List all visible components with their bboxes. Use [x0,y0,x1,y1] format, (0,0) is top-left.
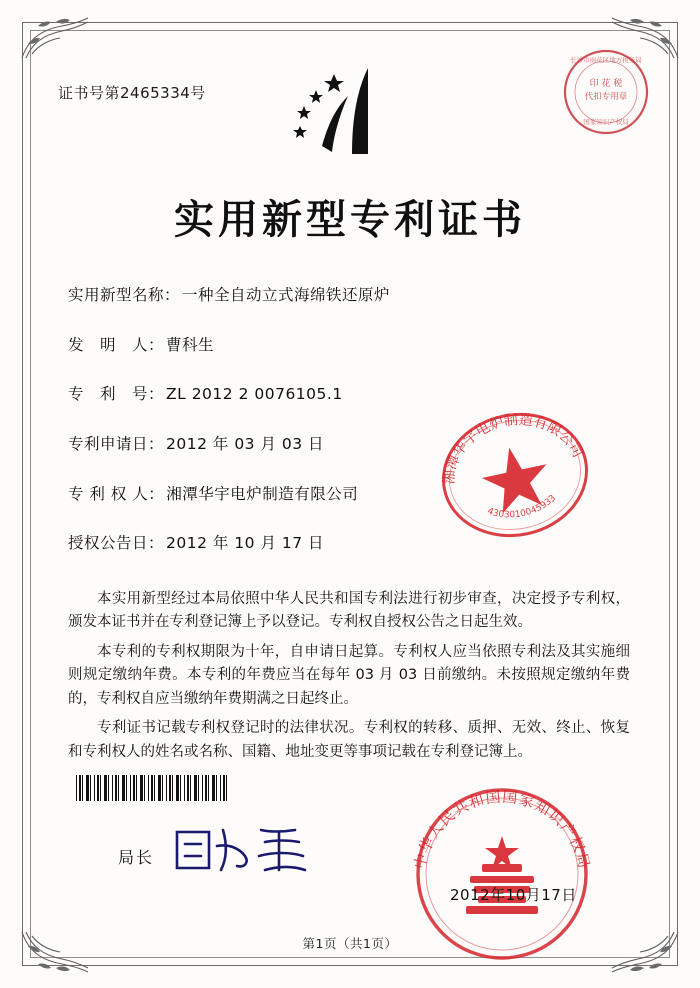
svg-text:长沙市雨花区地方税务局: 长沙市雨花区地方税务局 [570,56,642,64]
director-label: 局长 [118,848,155,867]
barcode [76,775,228,801]
svg-text:代扣专用章: 代扣专用章 [584,92,628,102]
field-label: 专 利 权 人： [68,484,165,503]
director-signature [165,818,315,880]
svg-text:中华人民共和国国家知识产权局: 中华人民共和国国家知识产权局 [410,787,594,871]
field-label: 专利申请日： [68,435,165,454]
certificate-number: 证书号第2465334号 [58,84,206,102]
field-value: 2012 年 03 月 03 日 [166,435,325,454]
sipo-emblem-icon [282,62,402,162]
body-paragraph: 本实用新型经过本局依照中华人民共和国专利法进行初步审查，决定授予专利权，颁发本证书并在专利登记簿上予以登记。专利权自授权公告之日起生效。 [68,591,630,631]
corner-ornament-icon [18,14,92,62]
field-value: 湘潭华宇电炉制造有限公司 [166,484,359,503]
field-label: 授权公告日： [68,534,165,553]
body-paragraph: 本专利的专利权期限为十年，自申请日起算。专利权人应当依照专利法及其实施细则规定缴纳年费。本专利的年费应当在每年 03 月 03 日前缴纳。未按照规定缴纳年费的，专利权自应当缴纳年费期满之日起终止。 [68,643,630,707]
field-row [68,285,628,307]
body-paragraph: 专利证书记载专利权登记时的法律状况。专利权的转移、质押、无效、终止、恢复和专利权人的姓名或名称、国籍、地址变更等事项记载在专利登记簿上。 [68,720,630,760]
svg-text:国家知识产权局: 国家知识产权局 [583,118,629,126]
field-label: 发 明 人： [68,335,165,354]
svg-text:印 花 税: 印 花 税 [589,79,623,89]
field-value: 2012 年 10 月 17 日 [166,534,325,553]
field-row [68,335,628,357]
field-value: 曹科生 [166,335,215,354]
field-value: ZL 2012 2 0076105.1 [166,385,343,404]
page-title: 实用新型专利证书 [174,197,526,243]
certificate-body [68,588,630,770]
field-row [68,384,628,406]
tax-stamp-seal [560,46,652,138]
svg-text:4303010045933: 4303010045933 [486,493,559,521]
company-oval-seal [437,405,593,545]
page-footer: 第1页（共1页） [302,936,398,951]
field-label: 实用新型名称： [68,286,181,304]
field-label: 专 利 号： [68,385,165,404]
svg-text:湘潭华宇电炉制造有限公司: 湘潭华宇电炉制造有限公司 [441,412,586,485]
seal-date: 2012年10月17日 [450,886,577,904]
field-value: 一种全自动立式海绵铁还原炉 [182,286,391,304]
